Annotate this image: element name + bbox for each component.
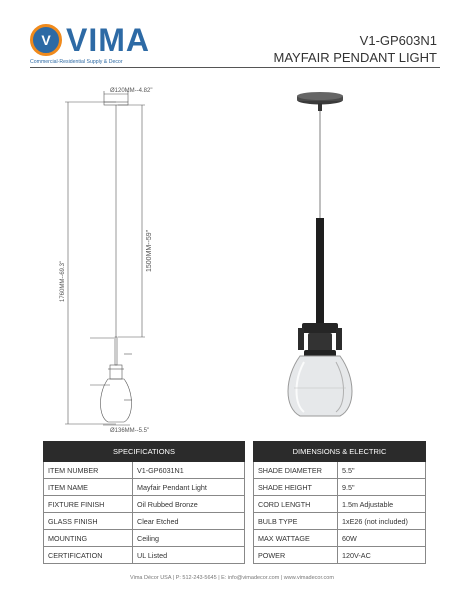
- spec-value: Ceiling: [133, 530, 245, 547]
- dimensions-table: [253, 441, 426, 564]
- dims-label: CORD LENGTH: [254, 496, 338, 513]
- table-row: [44, 462, 245, 479]
- spec-label: GLASS FINISH: [44, 513, 133, 530]
- technical-drawing: [50, 82, 170, 432]
- spec-heading: SPECIFICATIONS: [44, 442, 245, 462]
- specifications-table: [43, 441, 245, 564]
- model-number: V1-GP603N1: [359, 33, 437, 48]
- table-row: [254, 479, 426, 496]
- table-row: [254, 547, 426, 564]
- shade-dim-label: Ø136MM--5.5": [110, 428, 150, 432]
- cord-dim-label: 1500MM--59": [146, 229, 153, 272]
- product-photo: [270, 88, 370, 418]
- dims-value: 5.5": [338, 462, 426, 479]
- spec-value: Clear Etched: [133, 513, 245, 530]
- canopy-dim-label: Ø120MM--4.82": [110, 88, 153, 94]
- logo-emblem: [30, 24, 62, 56]
- spec-label: ITEM NUMBER: [44, 462, 133, 479]
- table-row: [254, 513, 426, 530]
- table-row: [254, 496, 426, 513]
- product-name: MAYFAIR PENDANT LIGHT: [273, 50, 437, 65]
- dims-heading: DIMENSIONS & ELECTRIC: [254, 442, 426, 462]
- dims-value: 9.5": [338, 479, 426, 496]
- brand-logo: [30, 24, 150, 68]
- dims-value: 1.5m Adjustable: [338, 496, 426, 513]
- logo-letter: V: [41, 32, 51, 48]
- spec-value: UL Listed: [133, 547, 245, 564]
- spec-label: ITEM NAME: [44, 479, 133, 496]
- dims-value: 60W: [338, 530, 426, 547]
- table-row: [44, 479, 245, 496]
- overall-dim-label: 1760MM--69.3": [60, 260, 66, 302]
- dims-value: 1xE26 (not included): [338, 513, 426, 530]
- spec-value: Mayfair Pendant Light: [133, 479, 245, 496]
- table-row: [44, 530, 245, 547]
- table-row: [44, 496, 245, 513]
- spec-value: V1-GP6031N1: [133, 462, 245, 479]
- dims-label: POWER: [254, 547, 338, 564]
- dims-label: SHADE HEIGHT: [254, 479, 338, 496]
- shade-outline: [101, 379, 132, 422]
- logo-tagline: Commercial·Residential Supply & Decor: [30, 59, 123, 65]
- canopy-outline: [104, 102, 128, 105]
- spec-value: Oil Rubbed Bronze: [133, 496, 245, 513]
- dims-label: BULB TYPE: [254, 513, 338, 530]
- header-divider: [30, 67, 440, 68]
- table-row: [254, 462, 426, 479]
- table-row: [44, 513, 245, 530]
- dims-value: 120V-AC: [338, 547, 426, 564]
- dims-label: MAX WATTAGE: [254, 530, 338, 547]
- spec-label: FIXTURE FINISH: [44, 496, 133, 513]
- spec-label: MOUNTING: [44, 530, 133, 547]
- table-row: [44, 547, 245, 564]
- logo-wordmark: VIMA: [66, 22, 150, 58]
- dims-label: SHADE DIAMETER: [254, 462, 338, 479]
- spec-label: CERTIFICATION: [44, 547, 133, 564]
- footer-contact: Vima Décor USA | P: 512-243-5645 | E: info@vimadecor.com | www.vimadecor.com: [130, 575, 334, 581]
- table-row: [254, 530, 426, 547]
